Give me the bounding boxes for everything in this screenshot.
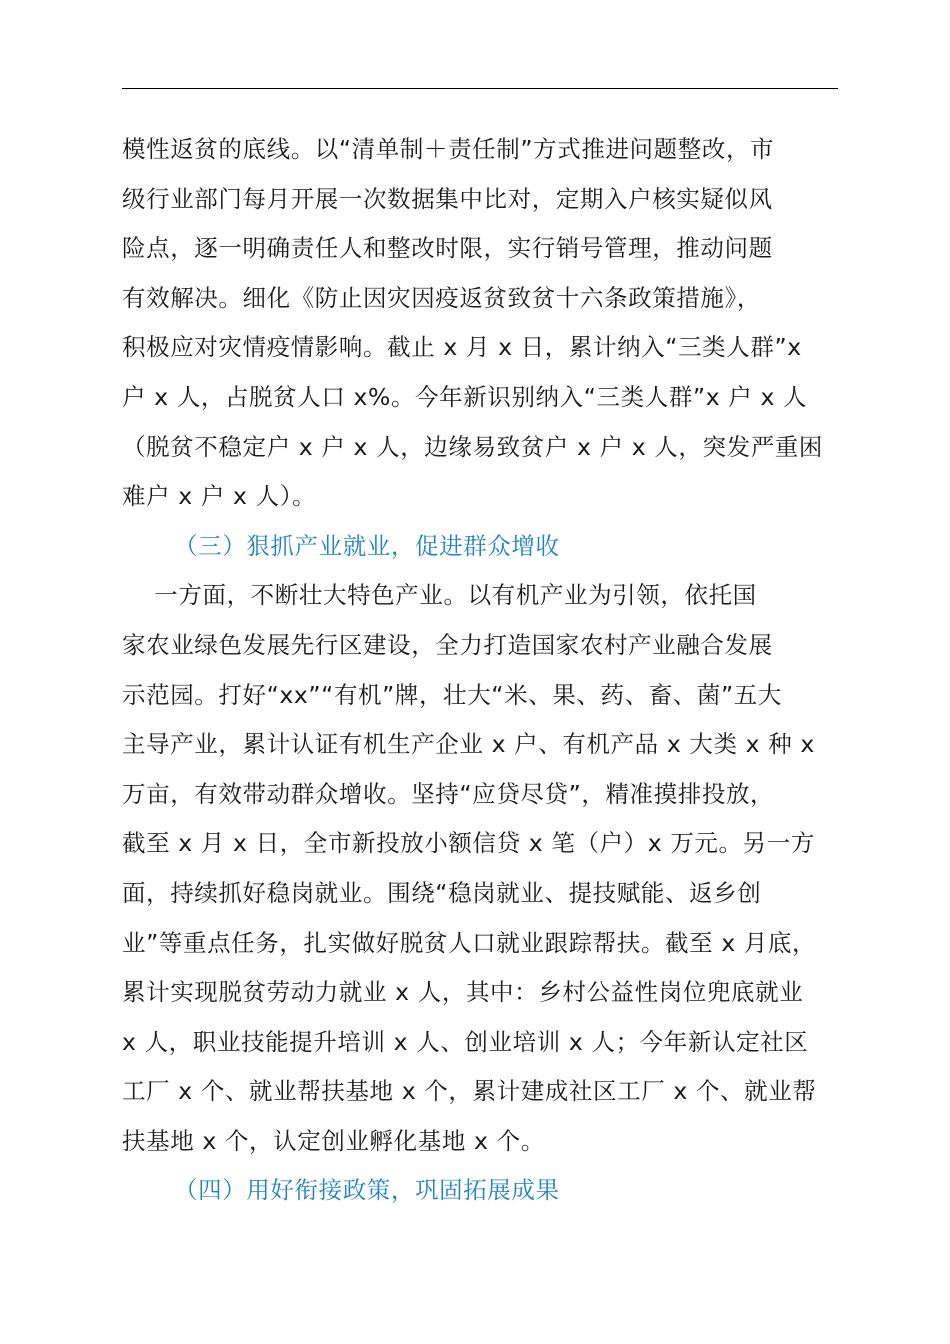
- text-line: 户 x 人，占脱贫人口 x%。今年新识别纳入“三类人群”x 户 x 人: [122, 382, 808, 411]
- header-rule: [122, 88, 838, 89]
- section-heading-3: [122, 522, 838, 572]
- text-line: （脱贫不稳定户 x 户 x 人，边缘易致贫户 x 户 x 人，突发严重困: [122, 432, 823, 461]
- text-line: 扶基地 x 个，认定创业孵化基地 x 个。: [122, 1126, 545, 1155]
- text-line: 主导产业，累计认证有机生产企业 x 户、有机产品 x 大类 x 种 x: [122, 730, 815, 759]
- heading-text: （四）用好衔接政策，巩固拓展成果: [174, 1176, 560, 1205]
- text-line: 一方面，不断壮大特色产业。以有机产业为引领，依托国: [122, 581, 757, 610]
- text-line: 截至 x 月 x 日，全市新投放小额信贷 x 笔（户）x 万元。另一方: [122, 829, 815, 858]
- text-line: 示范园。打好“xx”“有机”牌，壮大“米、果、药、畜、菌”五大: [122, 680, 782, 709]
- text-line: 面，持续抓好稳岗就业。围绕“稳岗就业、提技赋能、返乡创: [122, 878, 762, 907]
- text-line: 家农业绿色发展先行区建设，全力打造国家农村产业融合发展: [122, 630, 773, 659]
- text-line: 万亩，有效带动群众增收。坚持“应贷尽贷”，精准摸排投放，: [122, 779, 775, 808]
- text-line: 业”等重点任务，扎实做好脱贫人口就业跟踪帮扶。截至 x 月底，: [122, 928, 817, 957]
- text-line: 累计实现脱贫劳动力就业 x 人，其中：乡村公益性岗位兜底就业: [122, 978, 804, 1007]
- section-heading-4: [122, 1166, 838, 1216]
- text-line: 积极应对灾情疫情影响。截止 x 月 x 日，累计纳入“三类人群”x: [122, 333, 802, 362]
- paragraph-industry-employment: [122, 571, 838, 1166]
- document-body: [122, 125, 838, 1216]
- text-line: 有效解决。细化《防止因灾因疫返贫致贫十六条政策措施》，: [122, 283, 761, 312]
- text-line: 工厂 x 个、就业帮扶基地 x 个，累计建成社区工厂 x 个、就业帮: [122, 1077, 817, 1106]
- heading-text: （三）狠抓产业就业，促进群众增收: [174, 531, 560, 560]
- text-line: 模性返贫的底线。以“清单制＋责任制”方式推进问题整改，市: [122, 135, 775, 163]
- text-line: 险点，逐一明确责任人和整改时限，实行销号管理，推动问题: [122, 234, 773, 263]
- paragraph-return-poverty-prevention: [122, 125, 838, 522]
- text-line: 级行业部门每月开展一次数据集中比对，定期入户核实疑似风: [122, 184, 773, 213]
- text-line: 难户 x 户 x 人）。: [122, 482, 317, 511]
- text-line: x 人，职业技能提升培训 x 人、创业培训 x 人；今年新认定社区: [122, 1027, 809, 1056]
